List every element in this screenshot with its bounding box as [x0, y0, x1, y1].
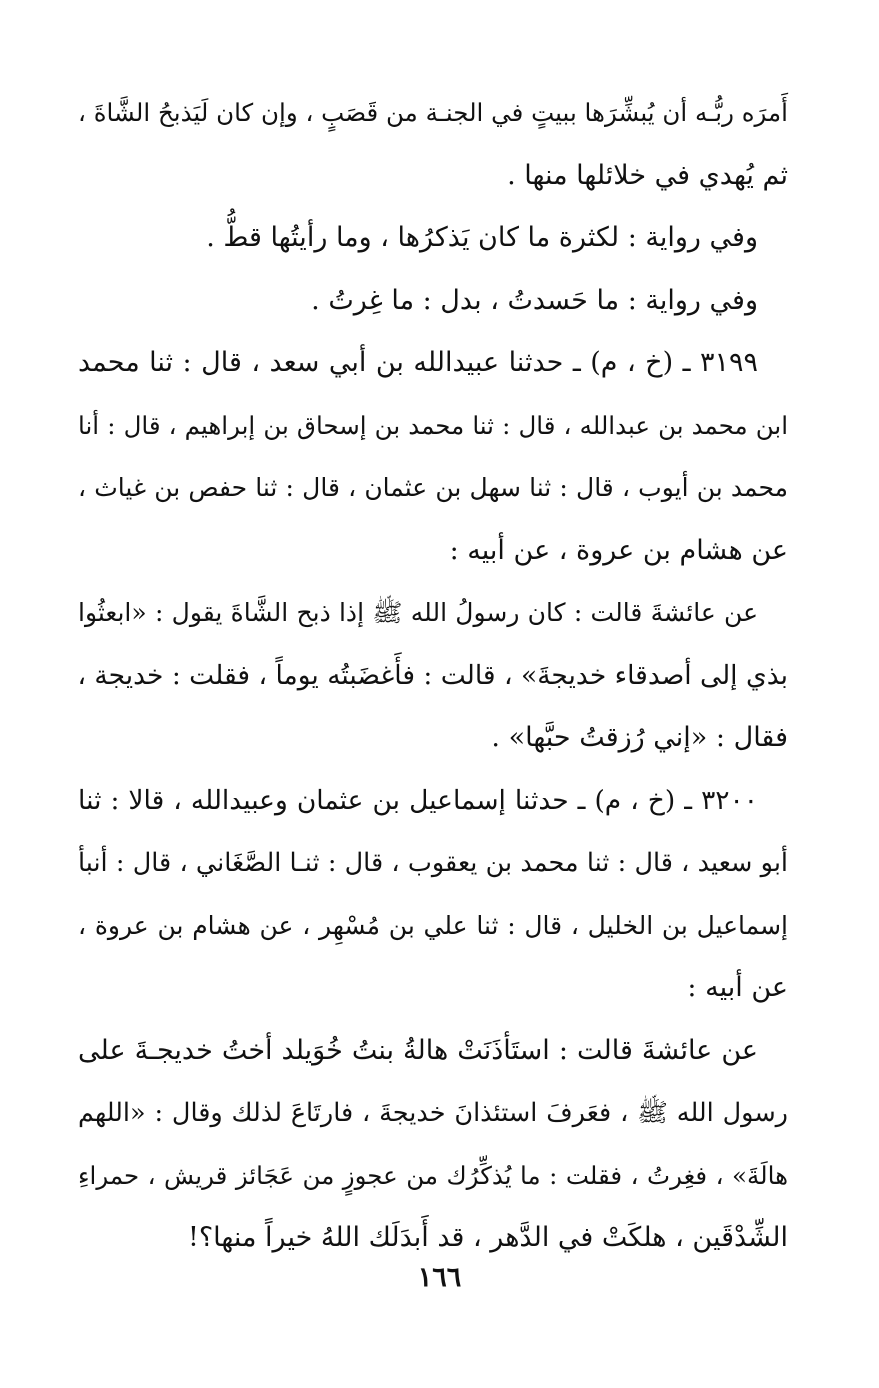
text-line: ثم يُهدي في خلائلها منها . [507, 159, 788, 191]
text-line: وفي رواية : لكثرة ما كان يَذكرُها ، وما رأيتُها قطُّ . [206, 222, 758, 253]
text-line: وفي رواية : ما حَسدتُ ، بدل : ما غِرتُ . [311, 284, 758, 316]
page-number: ١٦٦ [417, 1262, 462, 1293]
text-line: عن عائشةَ قالت : استَأذَنَتْ هالةُ بنتُ خُوَيلد أختُ خديجـةَ على [78, 1034, 758, 1066]
text-line: فقال : «إني رُزقتُ حبَّها» . [491, 722, 788, 753]
text-line: رسول الله ﷺ ، فعَرفَ استئذانَ خديجةَ ، فارتَاعَ لذلك وقال : «اللهم [78, 1098, 788, 1128]
page-body-text [78, 82, 788, 1270]
text-line: أَمرَه ربُّـه أن يُبشِّرَها ببيتٍ في الجنـة من قَصَبٍ ، وإن كان لَيَذبحُ الشَّاةَ ، [78, 98, 788, 127]
hadith-3199-heading-line: ٣١٩٩ ـ (خ ، م) ـ حدثنا عبيدالله بن أبي سعد ، قال : ثنا محمد [78, 347, 758, 378]
text-line: إسماعيل بن الخليل ، قال : ثنا علي بن مُسْهِر ، عن هشام بن عروة ، [78, 910, 788, 940]
text-line: هالَةَ» ، فغِرتُ ، فقلت : ما يُذكِّرُك من عجوزٍ من عَجَائز قريش ، حمراءِ [78, 1160, 788, 1190]
text-line: محمد بن أيوب ، قال : ثنا سهل بن عثمان ، قال : ثنا حفص بن غياث ، [78, 473, 788, 502]
text-line: الشِّدْقَين ، هلكَتْ في الدَّهر ، قد أَبدَلَك اللهُ خيراً منها؟! [188, 1222, 788, 1253]
hadith-3200-heading-line: ٣٢٠٠ ـ (خ ، م) ـ حدثنا إسماعيل بن عثمان وعبيدالله ، قالا : ثنا [78, 784, 758, 816]
text-line: عن عائشةَ قالت : كان رسولُ الله ﷺ إذا ذبح الشَّاةَ يقول : «ابعثُوا [78, 598, 758, 627]
text-line: عن أبيه : [687, 972, 788, 1003]
text-line: أبو سعيد ، قال : ثنا محمد بن يعقوب ، قال : ثنـا الصَّغَاني ، قال : أنبأ [78, 848, 788, 878]
text-line: ابن محمد بن عبدالله ، قال : ثنا محمد بن إسحاق بن إبراهيم ، قال : أنا [78, 410, 788, 440]
text-line: بذي إلى أصدقاء خديجةَ» ، قالت : فأَغضَبتُه يوماً ، فقلت : خديجة ، [77, 659, 788, 691]
text-line: عن هشام بن عروة ، عن أبيه : [449, 534, 788, 566]
